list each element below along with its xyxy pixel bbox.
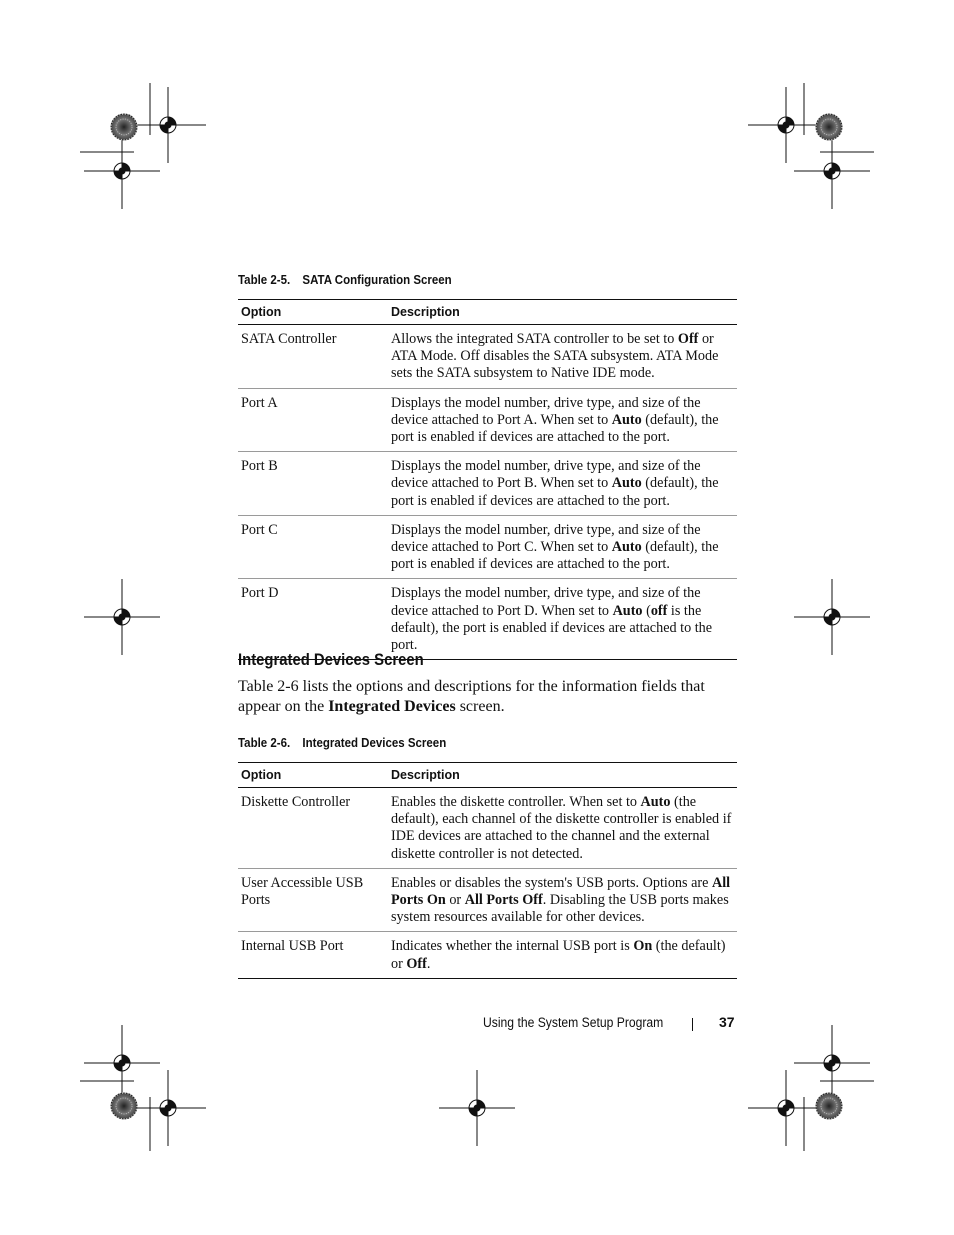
option-cell: Port D [238,579,388,660]
crop-mark-icon [439,1070,515,1146]
crop-mark-icon [84,579,160,655]
table-caption-title: Integrated Devices Screen [302,736,447,750]
integrated-devices-table [238,762,737,979]
table-row [238,325,737,389]
table-row [238,932,737,978]
running-footer-title: Using the System Setup Program [483,1015,664,1030]
option-cell: Port C [238,515,388,579]
option-cell: SATA Controller [238,325,388,389]
description-cell: Enables the diskette controller. When set to Auto (the default), each channel of the diskette controller is enabled if IDE devices are attached to the channel and the external diskette controller is not detected. [388,788,737,869]
crop-mark-icon [748,1070,824,1146]
crop-mark-icon [130,87,206,163]
table-header-row [238,763,737,788]
option-cell: Diskette Controller [238,788,388,869]
table-header-row [238,300,737,325]
section-body-paragraph: Table 2-6 lists the options and descriptions for the information fields that appear on the Integrated Devices screen. [238,678,705,715]
table-row [238,579,737,660]
crop-mark-icon [794,133,870,209]
column-header-description: Description [388,300,737,325]
table-row [238,868,737,932]
description-cell: Displays the model number, drive type, and size of the device attached to Port C. When set to Auto (default), the port is enabled if devices are attached to the port. [388,515,737,579]
description-cell: Indicates whether the internal USB port is On (the default) or Off. [388,932,737,978]
table-caption [238,273,452,287]
description-cell: Allows the integrated SATA controller to be set to Off or ATA Mode. Off disables the SATA subsystem. ATA Mode sets the SATA subsystem to Native IDE mode. [388,325,737,389]
table-caption-number: Table 2-6. [238,736,291,750]
description-cell: Displays the model number, drive type, and size of the device attached to Port B. When set to Auto (default), the port is enabled if devices are attached to the port. [388,452,737,516]
option-cell: User Accessible USB Ports [238,868,388,932]
color-target-icon [816,1093,842,1119]
color-target-icon [111,114,137,140]
column-header-description: Description [388,763,737,788]
table-row [238,452,737,516]
table-row [238,788,737,869]
table-caption-title: SATA Configuration Screen [302,273,452,287]
crop-mark-icon [794,1025,870,1101]
crop-mark-icon [748,87,824,163]
page-number: 37 [719,1014,735,1030]
crop-mark-icon [130,1070,206,1146]
crop-mark-icon [794,579,870,655]
option-cell: Port B [238,452,388,516]
description-cell: Displays the model number, drive type, and size of the device attached to Port A. When set to Auto (default), the port is enabled if devices are attached to the port. [388,388,737,452]
crop-mark-icon [84,1025,160,1101]
description-cell: Displays the model number, drive type, and size of the device attached to Port D. When set to Auto (off is the default), the port is enabled if devices are attached to the port. [388,579,737,660]
table-caption [238,736,446,750]
color-target-icon [111,1093,137,1119]
crop-mark-icon [84,133,160,209]
section-heading: Integrated Devices Screen [238,651,424,669]
column-header-option: Option [238,300,388,325]
table-caption-number: Table 2-5. [238,273,291,287]
table-row [238,388,737,452]
option-cell: Internal USB Port [238,932,388,978]
description-cell: Enables or disables the system's USB ports. Options are All Ports On or All Ports Off. Disabling the USB ports makes system resources available for other devices. [388,868,737,932]
column-header-option: Option [238,763,388,788]
footer-divider [692,1018,693,1031]
option-cell: Port A [238,388,388,452]
table-row [238,515,737,579]
sata-configuration-table [238,299,737,660]
color-target-icon [816,114,842,140]
